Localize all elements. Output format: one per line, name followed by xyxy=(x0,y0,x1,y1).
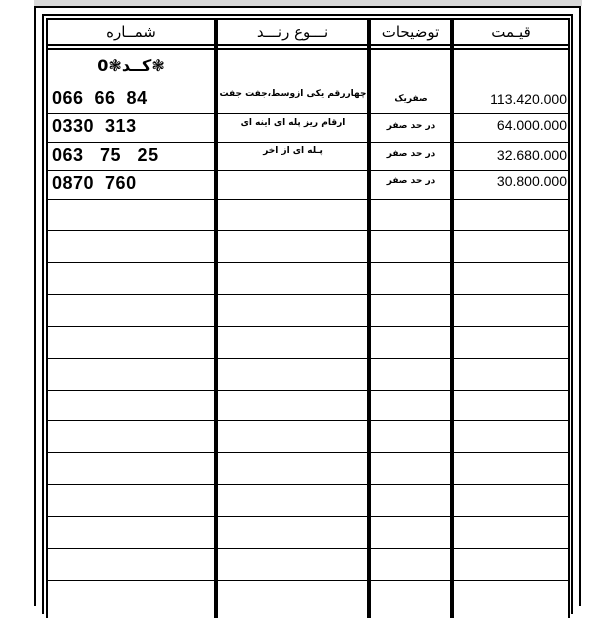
table-row-rule xyxy=(46,294,570,295)
table-row-rule xyxy=(46,452,570,453)
table-row-rule xyxy=(46,484,570,485)
table-row-rule xyxy=(46,326,570,327)
table-row-rule xyxy=(46,113,570,114)
header-description: توضیحات xyxy=(381,23,440,41)
table-row-rule xyxy=(46,230,570,231)
table-row-rule xyxy=(46,358,570,359)
row-1-type: چهاررقم یکی ازوسط،جفت جفت xyxy=(219,89,367,99)
row-3-description: در حد صفر xyxy=(386,149,436,159)
row-3-type: پـله ای از اخر xyxy=(263,146,323,156)
table-row-rule xyxy=(46,262,570,263)
column-type xyxy=(216,18,369,618)
table-row-rule xyxy=(46,48,570,50)
row-4-price: 30.800.000 xyxy=(496,173,567,189)
header-price: قیـمت xyxy=(491,23,531,41)
code-title: کــد❃0❃ xyxy=(97,56,165,75)
column-price xyxy=(452,18,570,618)
row-1-description: صفریک xyxy=(394,94,428,104)
row-1-number: 066 66 84 xyxy=(52,88,148,108)
row-3-number: 063 75 25 xyxy=(52,145,159,165)
column-description xyxy=(369,18,452,618)
header-number: شمــاره xyxy=(106,23,156,41)
table-row-rule xyxy=(46,420,570,421)
table-row-rule xyxy=(46,199,570,200)
table-row-rule xyxy=(46,516,570,517)
row-4-number: 0870 760 xyxy=(52,173,137,193)
row-3-price: 32.680.000 xyxy=(496,147,567,163)
table-row-rule xyxy=(46,580,570,581)
table-row-rule xyxy=(46,548,570,549)
table-row-rule xyxy=(46,390,570,391)
table-row-rule xyxy=(46,170,570,171)
row-2-number: 0330 313 xyxy=(52,116,137,136)
row-2-description: در حد صفر xyxy=(386,121,436,131)
header-type: نـــوع رنـــد xyxy=(256,23,329,41)
header-divider xyxy=(46,44,570,46)
row-2-type: ارقام ریز پله ای اینه ای xyxy=(240,118,346,128)
row-1-price: 113.420.000 xyxy=(490,91,567,107)
table-row-rule xyxy=(46,142,570,143)
row-4-description: در حد صفر xyxy=(386,176,436,186)
row-2-price: 64.000.000 xyxy=(496,117,567,133)
